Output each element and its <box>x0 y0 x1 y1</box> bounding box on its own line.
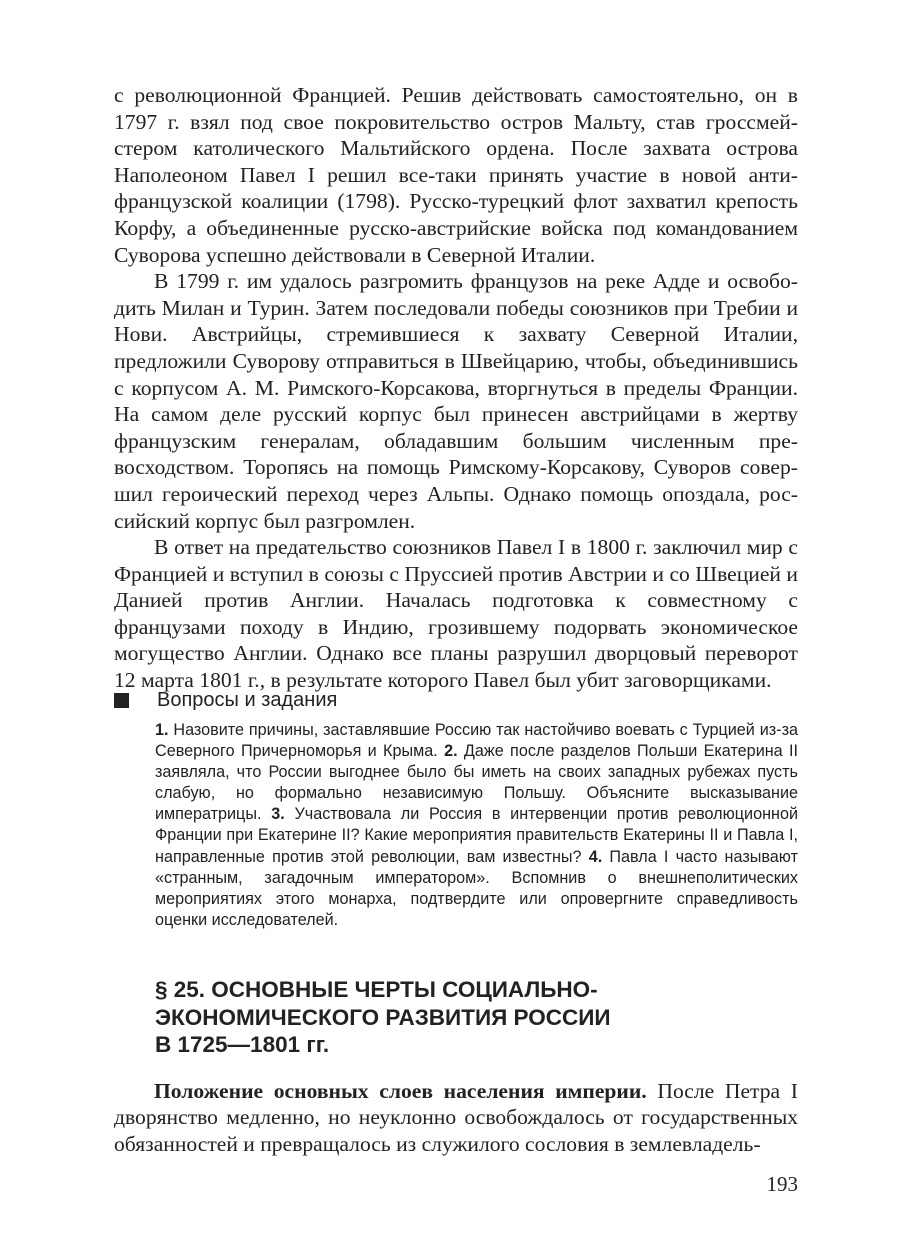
section-text: После Петра I дворянство медленно, но неуклонно освобождалось от государственных обязанностей и превращалось из служилого сословия в землевладель- <box>114 1078 798 1156</box>
questions-heading <box>114 686 798 714</box>
paragraph-1: с революционной Францией. Решив действовать самостоятельно, он в 1797 г. взял под свое покровительство остров Мальту, став гроссмейстером католического Мальтийского ордена. После захвата острова Наполеоном Павел I решил все-таки принять участие в новой антифранцузской коалиции (1798). Русско-турецкий флот захватил крепость Корфу, а объединенные русско-австрийские войска под командованием Суворова успешно действовали в Северной Италии. <box>114 83 798 267</box>
paragraph-2: В 1799 г. им удалось разгромить французов на реке Адде и освободить Милан и Турин. Затем последовали победы союзников при Требии и Нови. Австрийцы, стремившиеся к захвату Северной Италии, предложили Суворову отправиться в Швейцарию, чтобы, объединившись с корпусом А. М. Римского-Корсакова, вторгнуться в пределы Франции. На самом деле русский корпус был принесен австрийцами в жертву французским генералам, обладавшим большим численным превосходством. Торопясь на помощь Римскому-Корсакову, Суворов совершил героический переход через Альпы. Однако помощь опоздала, российский корпус был разгромлен. <box>114 269 798 533</box>
question-2-number: 2. <box>444 742 458 761</box>
section-paragraph <box>114 1078 798 1158</box>
question-1-text: Назовите причины, заставлявшие Россию так настойчиво воевать с Турцией из-за Северного Причерноморья и Крыма. <box>155 721 798 761</box>
question-3-number: 3. <box>271 805 285 824</box>
paragraph-3: В ответ на предательство союзников Павел I в 1800 г. заключил мир с Францией и вступил в союзы с Пруссией против Австрии и со Швецией и Данией против Англии. Началась подготовка к совместному с французами походу в Индию, грозившему подорвать экономическое могущество Англии. Однако все планы разрушил дворцовый переворот 12 марта 1801 г., в результате которого Павел был убит заговорщиками. <box>114 535 798 693</box>
section-title-line-3: В 1725—1801 гг. <box>155 1032 330 1057</box>
question-4-text: Павла I часто называют «странным, загадочным императором». Вспомнив о внешнеполитических мероприятиях этого монарха, подтвердите или опровергните справедливость оценки исследователей. <box>155 847 798 929</box>
questions-text <box>155 720 798 931</box>
question-1-number: 1. <box>155 721 169 739</box>
section-lead: Положение основных слоев населения империи. <box>154 1078 647 1103</box>
section-title <box>155 976 798 1059</box>
questions-heading-label: Вопросы и задания <box>157 688 338 711</box>
section-25 <box>114 976 798 1179</box>
main-text <box>114 82 798 694</box>
question-2-text: Даже после разделов Польши Екатерина II заявляла, что России выгоднее было бы иметь на своих западных рубежах пусть слабую, но формально независимую Польшу. Объясните высказывание императрицы. <box>155 742 798 824</box>
question-3-text: Участвовала ли Россия в интервенции против революционной Франции при Екатерине II? Какие мероприятия правительств Екатерины II и Павла I, направленные против этой революции, вам известны? <box>155 805 798 866</box>
square-bullet-icon <box>114 693 129 708</box>
question-4-number: 4. <box>588 847 603 866</box>
section-title-line-1: § 25. ОСНОВНЫЕ ЧЕРТЫ СОЦИАЛЬНО- <box>155 977 598 1002</box>
questions-block <box>114 686 798 931</box>
section-title-line-2: ЭКОНОМИЧЕСКОГО РАЗВИТИЯ РОССИИ <box>155 1004 611 1030</box>
page-number: 193 <box>766 1172 798 1196</box>
